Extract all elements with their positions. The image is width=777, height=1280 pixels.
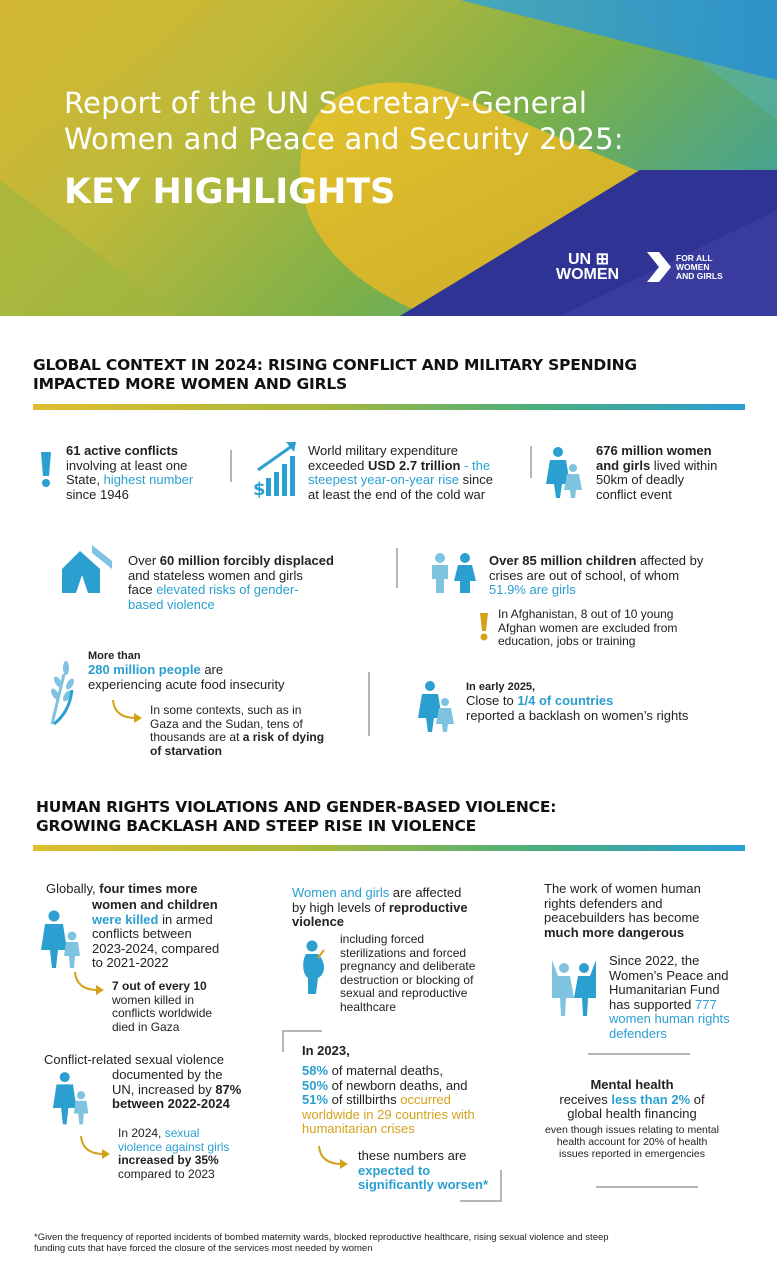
women-children-killed-text <box>92 898 219 971</box>
mental-pct: less than 2% <box>611 1091 691 1107</box>
repro-sub6: healthcare <box>340 999 397 1014</box>
defenders-line2: rights defenders and <box>544 895 663 911</box>
reproductive-line2b: reproductive <box>388 899 468 915</box>
military-line3b: since <box>459 472 493 487</box>
conflicts-line4: since 1946 <box>66 486 129 502</box>
section2-heading <box>36 798 556 836</box>
conflicts-line3a: State, <box>66 472 104 487</box>
mental-health-text <box>532 1078 732 1122</box>
maternal-l4: worldwide in 29 countries with <box>302 1106 475 1122</box>
key-highlights-heading: KEY HIGHLIGHTS <box>64 172 396 212</box>
reproductive-violence-text <box>292 886 468 930</box>
girls-sub1b: sexual <box>164 1126 200 1140</box>
children-line1b: affected by <box>636 553 704 568</box>
defenders-line4: much more dangerous <box>544 924 685 940</box>
gaza-killed-line4: died in Gaza <box>112 1019 180 1034</box>
killed-line5: 2023-2024, compared <box>92 940 220 956</box>
women-near-count: 676 million women <box>596 443 712 458</box>
logo-and-girls: AND GIRLS <box>676 271 723 281</box>
displaced-line3a: face <box>128 582 157 597</box>
un-emblem-icon: ⊞ <box>595 251 609 268</box>
killed-line4: conflicts between <box>92 926 192 941</box>
gaza-line3a: thousands are at <box>150 730 243 744</box>
displaced-count: 60 million forcibly displaced <box>159 553 334 568</box>
afghanistan-text <box>498 608 677 649</box>
military-amount: USD 2.7 trillion <box>368 457 461 473</box>
defenders-line3: peacebuilders has become <box>544 910 700 925</box>
reproductive-details-text <box>340 933 475 1014</box>
were-killed-text: were killed <box>92 911 159 927</box>
afghan-line1: In Afghanistan, 8 out of 10 young <box>498 607 674 621</box>
backlash-line3: reported a backlash on women’s rights <box>466 707 689 723</box>
gaza-line3b: a risk of dying <box>242 730 325 744</box>
women-near-line2a: and girls <box>596 457 651 473</box>
chevron-logo-icon <box>645 250 673 284</box>
mental-sub3: issues reported in emergencies <box>559 1148 705 1160</box>
report-title-line-1: Report of the UN Secretary-General <box>64 86 588 120</box>
quarter-countries-text: 1/4 of countries <box>517 693 614 708</box>
early-2025-label: In early 2025, <box>466 681 536 693</box>
woman-with-child-icon <box>52 1070 92 1126</box>
curved-arrow-icon <box>72 970 106 996</box>
displaced-line1a: Over <box>128 553 160 568</box>
conflicts-line2: involving at least one <box>66 457 188 473</box>
sexual-violence-text <box>112 1068 241 1112</box>
divider <box>530 446 532 478</box>
exclamation-gold-icon <box>478 613 490 641</box>
backlash-line2a: Close to <box>466 693 518 708</box>
girls-sub2: violence against girls <box>118 1139 230 1154</box>
wphf-line3: Humanitarian Fund <box>609 982 720 997</box>
logo-women-text: WOMEN <box>556 266 620 283</box>
food-are: are <box>200 662 224 677</box>
displaced-women-text <box>128 554 334 612</box>
defenders-count: 777 <box>695 996 717 1012</box>
food-line3: experiencing acute food insecurity <box>88 676 285 692</box>
food-insecure-count: 280 million people <box>88 662 201 677</box>
curved-arrow-icon <box>78 1134 112 1160</box>
displaced-line2: and stateless women and girls <box>128 567 303 583</box>
maternal-l1b: of maternal deaths, <box>328 1063 443 1078</box>
woman-with-child-icon <box>40 910 84 968</box>
worsen-line1: these numbers are <box>358 1148 467 1163</box>
exclamation-icon <box>38 452 54 488</box>
gaza-killed-line3: conflicts worldwide <box>112 1006 213 1020</box>
reproductive-line3: violence <box>292 914 345 929</box>
divider <box>588 1053 690 1055</box>
gaza-killed-text <box>112 980 212 1034</box>
children-line2: crises are out of school, of whom <box>489 567 680 583</box>
divider <box>596 1186 698 1188</box>
repro-sub3: pregnancy and deliberate <box>340 959 476 973</box>
gaza-line1: In some contexts, such as in <box>150 703 302 717</box>
women-near-conflict-text <box>596 444 717 502</box>
killed-line3b: in armed <box>158 911 213 927</box>
children-count: Over 85 million children <box>489 553 637 568</box>
wphf-line1: Since 2022, the <box>609 953 700 968</box>
in-2023-label: In 2023, <box>302 1043 350 1058</box>
military-line2c: - the <box>460 457 491 473</box>
stillbirth-pct: 51% <box>302 1092 329 1107</box>
curved-arrow-icon <box>110 698 144 724</box>
worsen-line2: expected to <box>358 1162 431 1178</box>
women-and-girls-text: Women and girls <box>292 885 390 900</box>
bracket-bottom <box>460 1200 502 1202</box>
report-title-line-2: Women and Peace and Security 2025: <box>64 122 624 156</box>
maternal-deaths-text <box>302 1064 475 1137</box>
starvation-risk-text <box>150 704 324 758</box>
military-line4: at least the end of the cold war <box>308 486 486 502</box>
mental-health-details <box>522 1124 742 1160</box>
maternal-l3b: of stillbirths <box>328 1092 401 1107</box>
sexual-violence-line1: Conflict-related sexual violence <box>44 1052 224 1067</box>
repro-sub1: including forced <box>340 932 425 946</box>
bracket-right <box>500 1170 502 1202</box>
section1-heading <box>33 356 637 394</box>
woman-and-girl-icon <box>546 446 582 498</box>
mental-line2c: of <box>690 1091 705 1107</box>
girls-sub4: compared to 2023 <box>118 1166 215 1181</box>
sexual-line2: documented by the <box>112 1067 223 1082</box>
header-banner <box>0 0 777 316</box>
four-times-text: four times more <box>99 881 198 896</box>
steepest-rise-text: steepest year-on-year rise <box>308 472 460 487</box>
pregnant-woman-icon <box>298 940 328 994</box>
logo-for-all: FOR ALL <box>676 253 713 263</box>
mental-sub1: even though issues relating to mental <box>545 1124 719 1136</box>
repro-sub4: destruction or blocking of <box>340 972 474 987</box>
more-than-label: More than <box>88 650 141 662</box>
women-raising-hands-icon <box>550 958 598 1016</box>
backlash-text <box>466 680 688 723</box>
wphf-line2: Women’s Peace and <box>609 967 729 983</box>
military-expenditure-text <box>308 444 493 502</box>
killed-intro <box>46 882 197 897</box>
girls-sub1a: In 2024, <box>118 1126 165 1140</box>
sexual-increase-pct: 87% <box>215 1081 242 1097</box>
section2-heading-line2: GROWING BACKLASH AND STEEP RISE IN VIOLENCE <box>36 817 477 835</box>
defenders-line1: The work of women human <box>544 881 701 896</box>
mental-line3: global health financing <box>567 1106 697 1121</box>
rising-bars-dollar-icon <box>252 440 298 498</box>
violence-against-girls-text <box>118 1127 229 1181</box>
defenders-text <box>544 882 701 940</box>
girls-percentage: 51.9% are girls <box>489 582 576 597</box>
women-near-line2b: lived within <box>650 457 718 473</box>
women-near-line3: 50km of deadly <box>596 472 685 487</box>
for-all-women-logo <box>676 254 723 281</box>
gaza-line4: of starvation <box>150 743 223 758</box>
wphf-support-text <box>609 954 730 1041</box>
military-line1: World military expenditure <box>308 443 459 458</box>
worsen-text <box>358 1149 488 1193</box>
logo-un-text: UN <box>568 251 592 268</box>
woman-and-girl-icon <box>418 680 454 732</box>
maternal-l3c: occurred <box>400 1092 451 1107</box>
un-women-logo <box>556 252 619 282</box>
bracket-left <box>282 1030 284 1052</box>
reproductive-line2a: by high levels of <box>292 899 389 915</box>
svg-text:$: $ <box>253 479 266 498</box>
mental-line1: Mental health <box>590 1077 674 1092</box>
gaza-killed-line1: 7 out of every 10 <box>112 979 207 993</box>
wphf-line4a: has supported <box>609 996 696 1012</box>
divider <box>368 672 370 736</box>
highest-number-text: highest number <box>103 472 194 487</box>
afghan-line2: Afghan women are excluded from <box>498 620 678 635</box>
food-insecurity-text <box>88 650 285 692</box>
wphf-line6: defenders <box>609 1025 667 1041</box>
children-out-of-school-text <box>489 554 703 598</box>
divider <box>396 548 398 588</box>
maternal-l5: humanitarian crises <box>302 1121 415 1136</box>
killed-line6: to 2021-2022 <box>92 955 169 970</box>
afghan-line3: education, jobs or training <box>498 634 636 648</box>
elevated-risks-text: elevated risks of gender- <box>156 582 299 597</box>
divider <box>230 450 232 482</box>
footnote-line1: *Given the frequency of reported incidents of bombed maternity wards, blocked reproductive healthcare, rising sexual violence and steep <box>34 1232 609 1243</box>
section1-gradient-bar <box>33 404 745 410</box>
section2-gradient-bar <box>33 845 745 851</box>
bracket-top <box>282 1030 322 1032</box>
section1-heading-line2: IMPACTED MORE WOMEN AND GIRLS <box>33 375 347 393</box>
gaza-line2: Gaza and the Sudan, tens of <box>150 716 303 731</box>
sexual-line4: between 2022-2024 <box>112 1096 230 1111</box>
mental-line2a: receives <box>559 1091 612 1107</box>
logo-women-word: WOMEN <box>676 262 710 272</box>
wphf-line5: women human rights <box>609 1011 730 1026</box>
footnote <box>34 1232 746 1254</box>
wheat-icon <box>46 660 76 726</box>
killed-line1a: Globally, <box>46 881 100 896</box>
tent-icon <box>62 545 112 593</box>
military-line2a: exceeded <box>308 457 368 473</box>
repro-sub5: sexual and reproductive <box>340 986 468 1000</box>
curved-arrow-icon <box>316 1144 350 1170</box>
girls-increase: increased by 35% <box>118 1153 219 1167</box>
sexual-line3a: UN, increased by <box>112 1081 216 1097</box>
displaced-line4: based violence <box>128 596 215 612</box>
active-conflicts-text <box>66 444 193 502</box>
worsen-line3: significantly worsen* <box>358 1177 489 1192</box>
maternal-pct: 58% <box>302 1063 329 1078</box>
killed-line2: women and children <box>92 897 218 912</box>
repro-sub2: sterilizations and forced <box>340 945 467 960</box>
section2-heading-line1: HUMAN RIGHTS VIOLATIONS AND GENDER-BASED VIOLENCE: <box>36 798 557 816</box>
children-icon <box>428 553 478 593</box>
section1-heading-line1: GLOBAL CONTEXT IN 2024: RISING CONFLICT AND MILITARY SPENDING <box>33 356 637 374</box>
reproductive-line1b: are affected <box>389 885 462 900</box>
women-near-line4: conflict event <box>596 486 672 502</box>
footnote-line2: funding cuts that have forced the closure of the services most needed by women <box>34 1243 373 1254</box>
active-conflicts-count: 61 active conflicts <box>66 443 178 458</box>
maternal-l2b: of newborn deaths, and <box>328 1077 468 1093</box>
newborn-pct: 50% <box>302 1077 329 1093</box>
mental-sub2: health account for 20% of health <box>556 1136 708 1148</box>
gaza-killed-line2: women killed in <box>112 992 195 1007</box>
